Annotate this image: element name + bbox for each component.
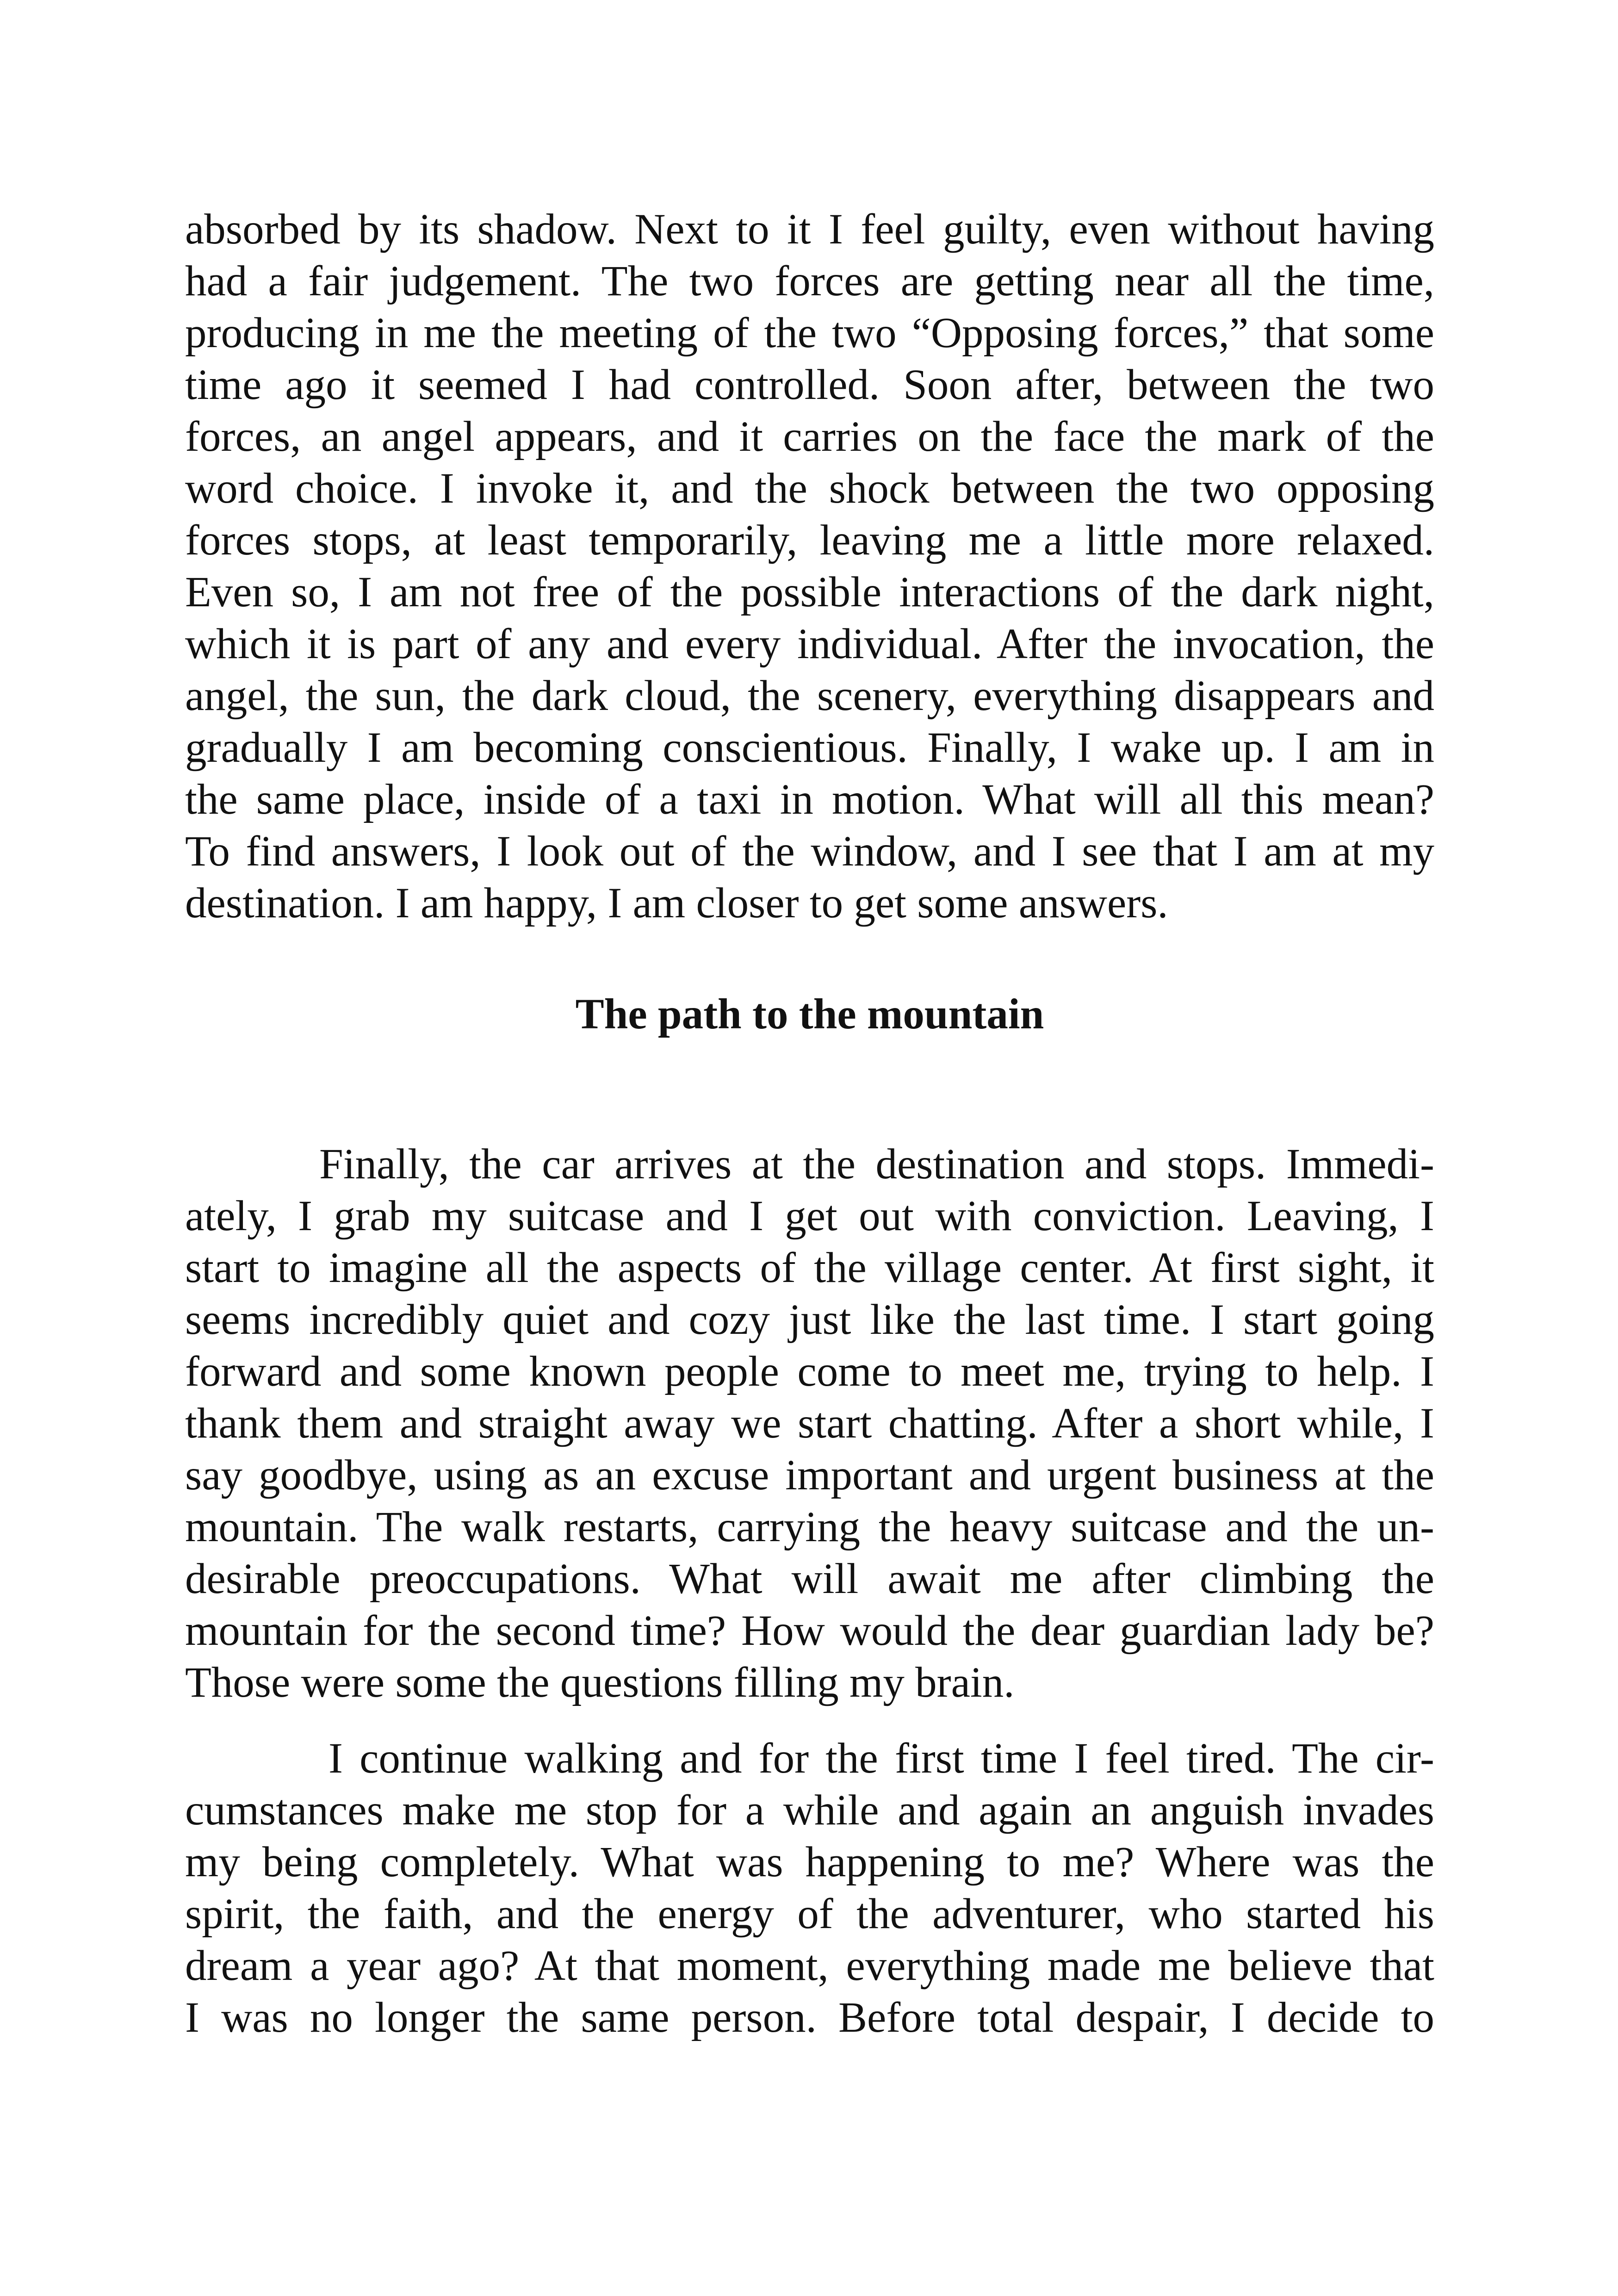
text-line: Finally, the car arrives at the destination and stops. Immedi- <box>319 1140 1434 1188</box>
section-heading: The path to the mountain <box>575 990 1044 1038</box>
text-line: the same place, inside of a taxi in motion. What will all this mean? <box>185 776 1434 823</box>
text-line: forward and some known people come to meet me, trying to help. I <box>185 1348 1434 1395</box>
text-line: which it is part of any and every individual. After the invocation, the <box>185 620 1434 668</box>
text-line: my being completely. What was happening to me? Where was the <box>185 1838 1434 1886</box>
text-line: dream a year ago? At that moment, everything made me believe that <box>185 1942 1434 1990</box>
text-line: mountain for the second time? How would the dear guardian lady be? <box>185 1607 1434 1655</box>
text-line: thank them and straight away we start chatting. After a short while, I <box>185 1400 1434 1447</box>
text-line: I continue walking and for the first time I feel tired. The cir- <box>329 1735 1434 1782</box>
text-line: forces, an angel appears, and it carries on the face the mark of the <box>185 413 1434 460</box>
text-line: destination. I am happy, I am closer to get some answers. <box>185 879 1168 927</box>
text-line: forces stops, at least temporarily, leaving me a little more relaxed. <box>185 516 1434 564</box>
text-line: I was no longer the same person. Before total despair, I decide to <box>185 1994 1434 2041</box>
text-line: cumstances make me stop for a while and again an anguish invades <box>185 1786 1434 1834</box>
text-line: ately, I grab my suitcase and I get out with conviction. Leaving, I <box>185 1192 1434 1240</box>
text-line: time ago it seemed I had controlled. Soon after, between the two <box>185 361 1434 409</box>
text-line: seems incredibly quiet and cozy just like the last time. I start going <box>185 1296 1434 1344</box>
text-line: Those were some the questions filling my brain. <box>185 1659 1015 1706</box>
text-line: had a fair judgement. The two forces are getting near all the time, <box>185 257 1434 305</box>
text-line: mountain. The walk restarts, carrying the heavy suitcase and the un- <box>185 1503 1434 1551</box>
text-line: spirit, the faith, and the energy of the adventurer, who started his <box>185 1890 1434 1938</box>
text-line: Even so, I am not free of the possible interactions of the dark night, <box>185 568 1434 616</box>
text-line: gradually I am becoming conscientious. Finally, I wake up. I am in <box>185 724 1434 772</box>
text-line: To find answers, I look out of the window, and I see that I am at my <box>185 828 1434 875</box>
text-line: word choice. I invoke it, and the shock between the two opposing <box>185 465 1434 512</box>
text-line: desirable preoccupations. What will await me after climbing the <box>185 1555 1434 1603</box>
text-line: say goodbye, using as an excuse important and urgent business at the <box>185 1451 1434 1499</box>
text-line: angel, the sun, the dark cloud, the scenery, everything disappears and <box>185 672 1434 720</box>
text-line: absorbed by its shadow. Next to it I feel guilty, even without having <box>185 205 1434 253</box>
text-line: producing in me the meeting of the two “Opposing forces,” that some <box>185 309 1434 357</box>
text-line: start to imagine all the aspects of the village center. At first sight, it <box>185 1244 1434 1292</box>
